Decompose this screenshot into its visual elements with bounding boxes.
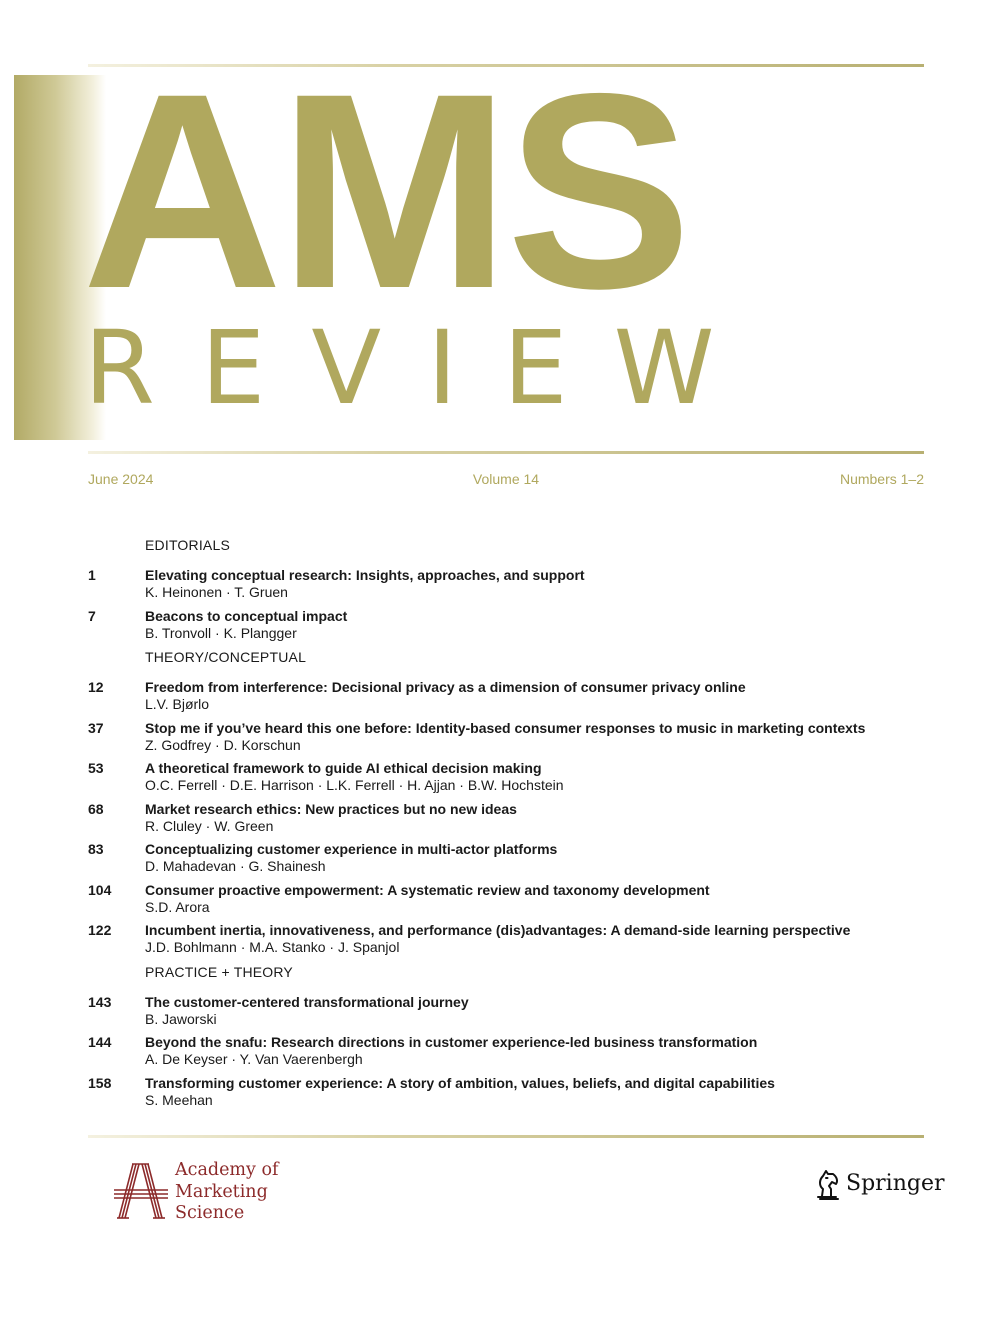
toc-page-number: 144 <box>88 1034 112 1050</box>
toc-article-authors: Z. Godfrey · D. Korschun <box>145 736 301 753</box>
section-heading-editorials: EDITORIALS <box>145 537 230 553</box>
toc-article-title: Beyond the snafu: Research directions in customer experience-led business transformation <box>145 1034 758 1050</box>
toc-article-title: Conceptualizing customer experience in multi-actor platforms <box>145 841 558 857</box>
masthead-title: AMS <box>82 35 688 346</box>
toc-article-authors: B. Tronvoll · K. Plangger <box>145 624 297 641</box>
toc-page-number: 83 <box>88 841 104 857</box>
toc-article-title: Market research ethics: New practices but no new ideas <box>145 800 517 817</box>
toc-article-title: Incumbent inertia, innovativeness, and performance (dis)advantages: A demand-side learning perspective <box>145 922 851 938</box>
toc-article-authors: D. Mahadevan · G. Shainesh <box>145 858 326 874</box>
ams-a-monogram-icon <box>113 1160 169 1222</box>
toc-article-authors: S. Meehan <box>145 1091 213 1108</box>
toc-entry[interactable] <box>88 608 928 649</box>
toc-article-authors: S.D. Arora <box>145 898 210 915</box>
issue-volume: Volume 14 <box>472 471 540 487</box>
issue-numbers: Numbers 1–2 <box>839 471 924 487</box>
toc-article-title: Elevating conceptual research: Insights, approaches, and support <box>145 567 585 583</box>
toc-page-number: 7 <box>88 607 96 624</box>
toc-article-authors: O.C. Ferrell · D.E. Harrison · L.K. Ferrell · H. Ajjan · B.W. Hochstein <box>145 777 564 793</box>
table-of-contents <box>88 536 928 1115</box>
toc-entry[interactable] <box>88 1075 928 1116</box>
toc-article-title: A theoretical framework to guide AI ethical decision making <box>145 760 542 776</box>
toc-entry[interactable] <box>88 679 928 720</box>
toc-article-title: Beacons to conceptual impact <box>145 607 348 624</box>
toc-entry[interactable] <box>88 882 928 923</box>
toc-page-number: 143 <box>88 993 112 1010</box>
toc-article-title: Transforming customer experience: A story of ambition, values, beliefs, and digital capabilities <box>145 1074 775 1091</box>
issue-date: June 2024 <box>88 471 154 487</box>
ams-logo-text <box>175 1160 279 1225</box>
bottom-rule <box>88 1135 924 1138</box>
toc-page-number: 1 <box>88 567 96 583</box>
middle-rule <box>88 451 924 454</box>
toc-page-number: 68 <box>88 800 104 817</box>
toc-entry[interactable] <box>88 1034 928 1075</box>
issue-info <box>88 471 924 491</box>
toc-page-number: 37 <box>88 719 104 736</box>
toc-entry[interactable] <box>88 760 928 801</box>
toc-article-title: Freedom from interference: Decisional privacy as a dimension of consumer privacy online <box>145 679 746 695</box>
toc-page-number: 122 <box>88 922 112 938</box>
ams-logo-line-1: Academy of <box>175 1160 279 1180</box>
toc-article-authors: L.V. Bjørlo <box>145 696 210 712</box>
toc-page-number: 158 <box>88 1074 112 1091</box>
toc-page-number: 104 <box>88 881 112 898</box>
toc-entry[interactable] <box>88 801 928 842</box>
masthead-subtitle: REVIEW <box>84 309 761 428</box>
ams-logo-line-2: Marketing <box>175 1181 268 1202</box>
toc-entry[interactable] <box>88 994 928 1035</box>
ams-logo-line-3: Science <box>175 1203 245 1223</box>
toc-article-title: Consumer proactive empowerment: A systematic review and taxonomy development <box>145 881 710 898</box>
toc-entry[interactable] <box>88 841 928 882</box>
toc-page-number: 53 <box>88 760 104 776</box>
toc-entry[interactable] <box>88 720 928 761</box>
section-heading-practice-theory: PRACTICE + THEORY <box>145 963 293 980</box>
academy-of-marketing-science-logo[interactable] <box>113 1160 283 1224</box>
toc-article-authors: K. Heinonen · T. Gruen <box>145 584 288 600</box>
section-heading-theory-conceptual: THEORY/CONCEPTUAL <box>145 649 307 665</box>
toc-article-authors: J.D. Bohlmann · M.A. Stanko · J. Spanjol <box>145 939 400 955</box>
toc-article-authors: B. Jaworski <box>145 1010 217 1027</box>
publisher-name: Springer <box>846 1171 945 1196</box>
toc-entry[interactable] <box>88 922 928 963</box>
toc-article-title: Stop me if you’ve heard this one before: Identity-based consumer responses to music in marketing contexts <box>145 719 866 736</box>
toc-article-title: The customer-centered transformational journey <box>145 993 469 1010</box>
toc-entry[interactable] <box>88 567 928 608</box>
springer-chess-knight-icon <box>815 1168 843 1200</box>
toc-article-authors: A. De Keyser · Y. Van Vaerenbergh <box>145 1051 363 1067</box>
springer-logo[interactable] <box>815 1168 945 1204</box>
toc-page-number: 12 <box>88 679 104 695</box>
toc-article-authors: R. Cluley · W. Green <box>145 817 274 834</box>
